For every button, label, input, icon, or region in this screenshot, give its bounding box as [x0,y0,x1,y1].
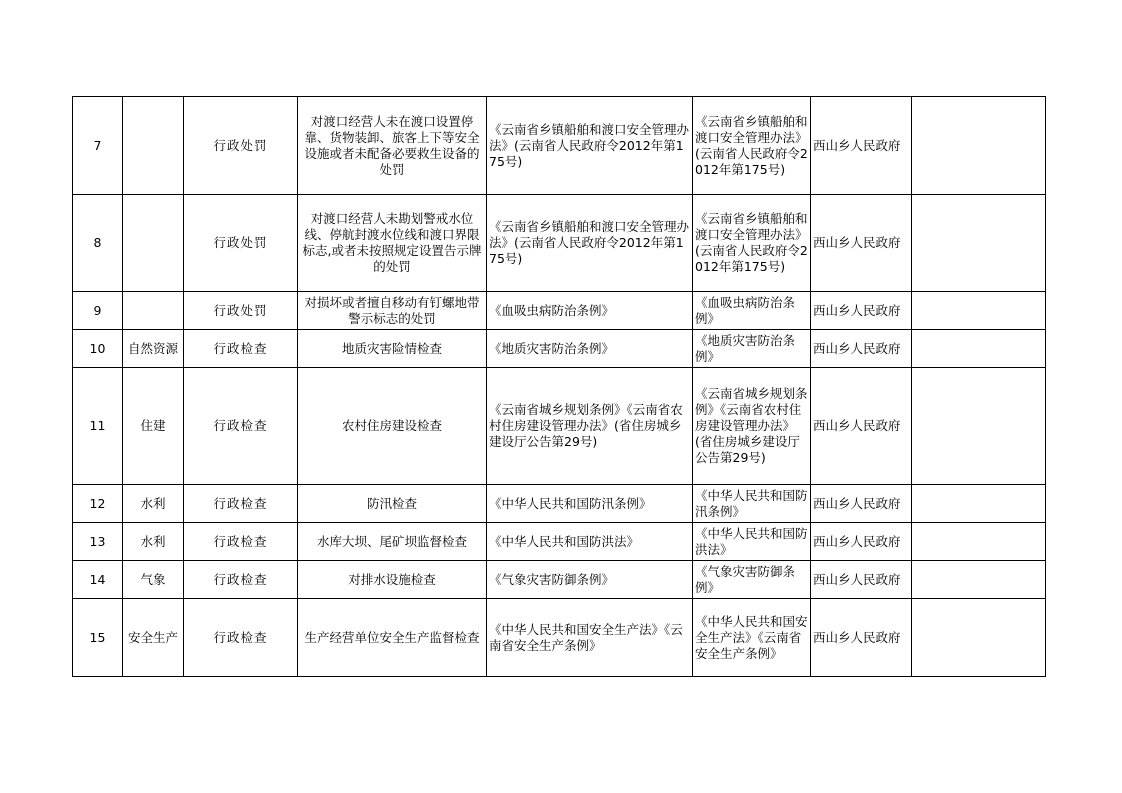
remark-cell [912,292,1046,330]
legal-basis-detail-cell: 《中华人民共和国安全生产法》《云南省安全生产条例》 [693,599,811,677]
agency-cell: 西山乡人民政府 [811,330,912,368]
table-row [73,97,1046,195]
legal-basis-cell: 《血吸虫病防治条例》 [487,292,693,330]
category-cell [123,97,184,195]
table-row [73,195,1046,292]
table-row [73,368,1046,485]
type-cell: 行政检查 [184,485,298,523]
type-cell: 行政检查 [184,599,298,677]
type-cell: 行政处罚 [184,195,298,292]
agency-cell: 西山乡人民政府 [811,368,912,485]
item-name-cell: 地质灾害险情检查 [298,330,487,368]
remark-cell [912,523,1046,561]
legal-basis-detail-cell: 《气象灾害防御条例》 [693,561,811,599]
remark-cell [912,330,1046,368]
remark-cell [912,599,1046,677]
item-name-cell: 对渡口经营人未勘划警戒水位线、停航封渡水位线和渡口界限标志,或者未按照规定设置告示牌的处罚 [298,195,487,292]
row-number: 12 [73,485,123,523]
table-row [73,561,1046,599]
table-row [73,292,1046,330]
remark-cell [912,97,1046,195]
category-cell [123,195,184,292]
remark-cell [912,485,1046,523]
legal-basis-detail-cell: 《血吸虫病防治条例》 [693,292,811,330]
legal-basis-detail-cell: 《地质灾害防治条例》 [693,330,811,368]
row-number: 10 [73,330,123,368]
legal-basis-cell: 《云南省乡镇船舶和渡口安全管理办法》(云南省人民政府令2012年第175号) [487,97,693,195]
legal-basis-detail-cell: 《云南省乡镇船舶和渡口安全管理办法》(云南省人民政府令2012年第175号) [693,97,811,195]
legal-basis-detail-cell: 《中华人民共和国防洪法》 [693,523,811,561]
legal-basis-cell: 《地质灾害防治条例》 [487,330,693,368]
agency-cell: 西山乡人民政府 [811,599,912,677]
legal-basis-cell: 《中华人民共和国安全生产法》《云南省安全生产条例》 [487,599,693,677]
legal-basis-detail-cell: 《云南省城乡规划条例》《云南省农村住房建设管理办法》(省住房城乡建设厅公告第29号) [693,368,811,485]
item-name-cell: 农村住房建设检查 [298,368,487,485]
type-cell: 行政处罚 [184,97,298,195]
legal-basis-cell: 《气象灾害防御条例》 [487,561,693,599]
category-cell: 水利 [123,523,184,561]
type-cell: 行政检查 [184,523,298,561]
table-row [73,330,1046,368]
legal-basis-cell: 《云南省乡镇船舶和渡口安全管理办法》(云南省人民政府令2012年第175号) [487,195,693,292]
table-row [73,523,1046,561]
legal-basis-detail-cell: 《云南省乡镇船舶和渡口安全管理办法》(云南省人民政府令2012年第175号) [693,195,811,292]
agency-cell: 西山乡人民政府 [811,97,912,195]
row-number: 15 [73,599,123,677]
row-number: 9 [73,292,123,330]
category-cell: 气象 [123,561,184,599]
table-row [73,599,1046,677]
remark-cell [912,368,1046,485]
item-name-cell: 防汛检查 [298,485,487,523]
item-name-cell: 对排水设施检查 [298,561,487,599]
type-cell: 行政处罚 [184,292,298,330]
category-cell: 自然资源 [123,330,184,368]
agency-cell: 西山乡人民政府 [811,523,912,561]
item-name-cell: 对损坏或者擅自移动有钉螺地带警示标志的处罚 [298,292,487,330]
item-name-cell: 对渡口经营人未在渡口设置停靠、货物装卸、旅客上下等安全设施或者未配备必要救生设备的处罚 [298,97,487,195]
item-name-cell: 水库大坝、尾矿坝监督检查 [298,523,487,561]
row-number: 14 [73,561,123,599]
agency-cell: 西山乡人民政府 [811,195,912,292]
agency-cell: 西山乡人民政府 [811,485,912,523]
row-number: 8 [73,195,123,292]
agency-cell: 西山乡人民政府 [811,292,912,330]
category-cell: 水利 [123,485,184,523]
remark-cell [912,195,1046,292]
row-number: 11 [73,368,123,485]
row-number: 7 [73,97,123,195]
item-table [72,96,1046,677]
legal-basis-detail-cell: 《中华人民共和国防汛条例》 [693,485,811,523]
item-name-cell: 生产经营单位安全生产监督检查 [298,599,487,677]
legal-basis-cell: 《中华人民共和国防洪法》 [487,523,693,561]
legal-basis-cell: 《云南省城乡规划条例》《云南省农村住房建设管理办法》(省住房城乡建设厅公告第29号) [487,368,693,485]
type-cell: 行政检查 [184,330,298,368]
legal-basis-cell: 《中华人民共和国防汛条例》 [487,485,693,523]
category-cell: 安全生产 [123,599,184,677]
category-cell: 住建 [123,368,184,485]
table-row [73,485,1046,523]
table-body [73,97,1046,677]
type-cell: 行政检查 [184,368,298,485]
row-number: 13 [73,523,123,561]
type-cell: 行政检查 [184,561,298,599]
remark-cell [912,561,1046,599]
category-cell [123,292,184,330]
agency-cell: 西山乡人民政府 [811,561,912,599]
